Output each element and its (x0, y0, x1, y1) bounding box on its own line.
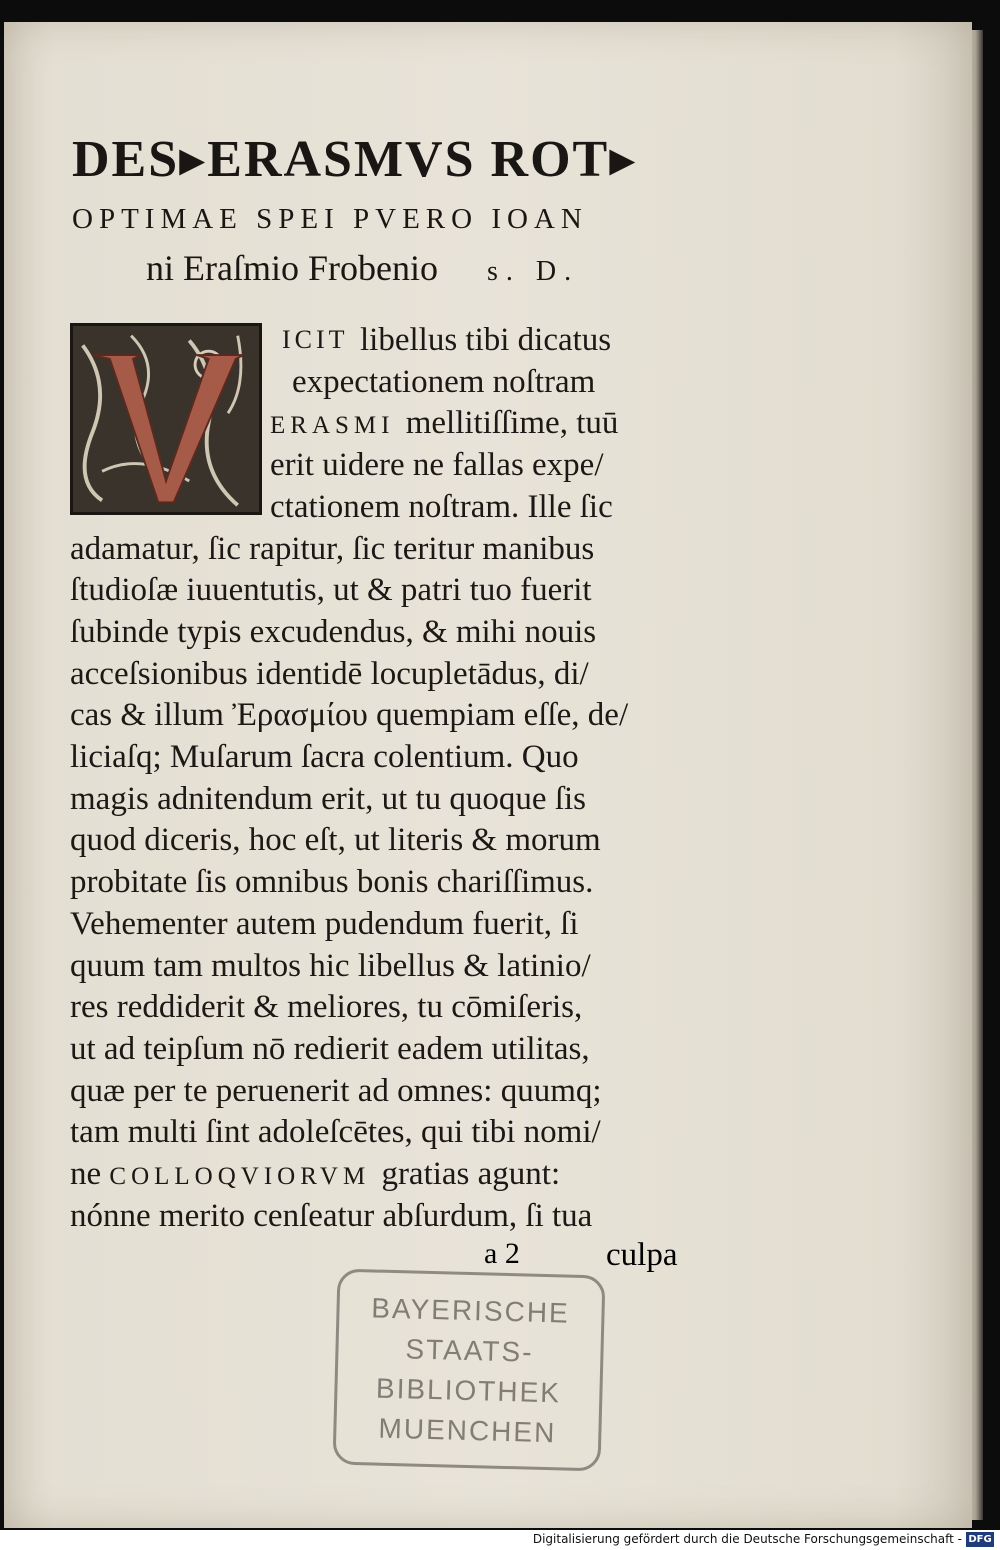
body-line-text: ſubinde typis excudendus, & mihi nouis (70, 613, 597, 650)
body-line-5 (270, 488, 613, 525)
body-line-text: libellus tibi dicatus (360, 322, 612, 358)
body-line-20 (70, 1116, 601, 1149)
title-line-3 (146, 247, 579, 289)
signature-mark: a 2 (484, 1237, 520, 1270)
woodcut-initial-icon (73, 326, 259, 512)
body-line-text: gratias agunt: (381, 1156, 561, 1192)
footer-credit: Digitalisierung gefördert durch die Deutsche Forschungsgemeinschaft - (532, 1532, 962, 1546)
salutation-sd: s. D. (486, 256, 580, 287)
stamp-line-2: STAATS- (405, 1333, 534, 1368)
body-line-text: nónne merito cenſeatur abſurdum, ſi tua (70, 1197, 593, 1234)
title-line-1: DES▸ERASMVS ROT▸ (72, 131, 638, 188)
dfg-logo: DFG (966, 1532, 994, 1547)
body-line-18 (70, 1030, 590, 1067)
body-line-text: erit uidere ne fallas expe/ (270, 447, 604, 484)
body-line-14 (70, 866, 593, 899)
body-line-4 (270, 449, 604, 482)
body-line-caps: ERASMI (270, 412, 406, 440)
body-line-8 (70, 613, 597, 650)
body-line-12 (70, 780, 587, 817)
body-line-text: quum tam multos hic libellus & latinio/ (70, 947, 591, 984)
decorated-initial (70, 323, 262, 515)
body-line-2 (292, 363, 596, 400)
body-line-3 (270, 407, 618, 440)
body-line-22 (70, 1197, 593, 1234)
body-line-caps: ICIT (282, 325, 349, 354)
title-line-2: OPTIMAE SPEI PVERO IOAN (72, 203, 588, 235)
body-line-text: quod diceris, hoc eſt, ut literis & morum (70, 822, 601, 859)
body-line-6 (70, 530, 595, 567)
body-line-text: magis adnitendum erit, ut tu quoque ſis (70, 780, 587, 817)
body-line-text: probitate ſis omnibus bonis chariſſimus. (70, 864, 594, 901)
body-line-text: cas & illum Ἐρασμίου quempiam eſſe, de/ (70, 697, 629, 734)
body-line-text: quæ per te peruenerit ad omnes: quumq; (70, 1072, 602, 1109)
catchword: culpa (606, 1237, 678, 1273)
body-line-text: Vehementer autem pudendum fuerit, ſi (70, 905, 579, 942)
body-line-text: ctationem noſtram. Ille ſic (270, 488, 613, 525)
body-line-text: adamatur, ſic rapitur, ſic teritur manibus (70, 530, 595, 567)
body-line-text: ut ad teipſum nō redierit eadem utilitas, (70, 1030, 590, 1067)
body-line-text: expectationem noſtram (292, 363, 596, 400)
body-line-prefix: ne (70, 1156, 110, 1192)
body-line-1 (360, 324, 611, 357)
body-line-10 (70, 699, 628, 732)
body-line (282, 322, 349, 355)
body-line-text: mellitiſſime, tuū (405, 405, 619, 442)
title-line-3-text: ni Eraſmio Frobenio (146, 248, 438, 288)
body-line-caps: COLLOQVIORVM (109, 1163, 382, 1190)
footer-bar (0, 1530, 1000, 1550)
body-line-19 (70, 1072, 602, 1109)
stamp-line-4: MUENCHEN (378, 1412, 557, 1449)
body-line-text: tam multi ſint adoleſcētes, qui tibi nomi/ (70, 1114, 601, 1151)
body-line-11 (70, 741, 579, 774)
stamp-line-1: BAYERISCHE (370, 1292, 571, 1329)
body-line-text: res reddiderit & meliores, tu cōmiſeris, (70, 989, 583, 1026)
body-line-text: acceſsionibus identidē locupletādus, di/ (70, 655, 589, 692)
library-stamp (332, 1269, 605, 1472)
body-line-9 (70, 655, 589, 692)
body-line-21 (70, 1158, 560, 1191)
stamp-line-3: BIBLIOTHEK (375, 1372, 562, 1409)
body-line-13 (70, 824, 601, 857)
body-line-15 (70, 905, 579, 942)
body-line-text: ſtudioſæ iuuentutis, ut & patri tuo fuerit (70, 572, 592, 609)
body-line-17 (70, 991, 582, 1024)
body-line-16 (70, 947, 591, 984)
body-line-7 (70, 574, 592, 607)
body-line-text: liciaſq; Muſarum ſacra colentium. Quo (70, 739, 579, 775)
